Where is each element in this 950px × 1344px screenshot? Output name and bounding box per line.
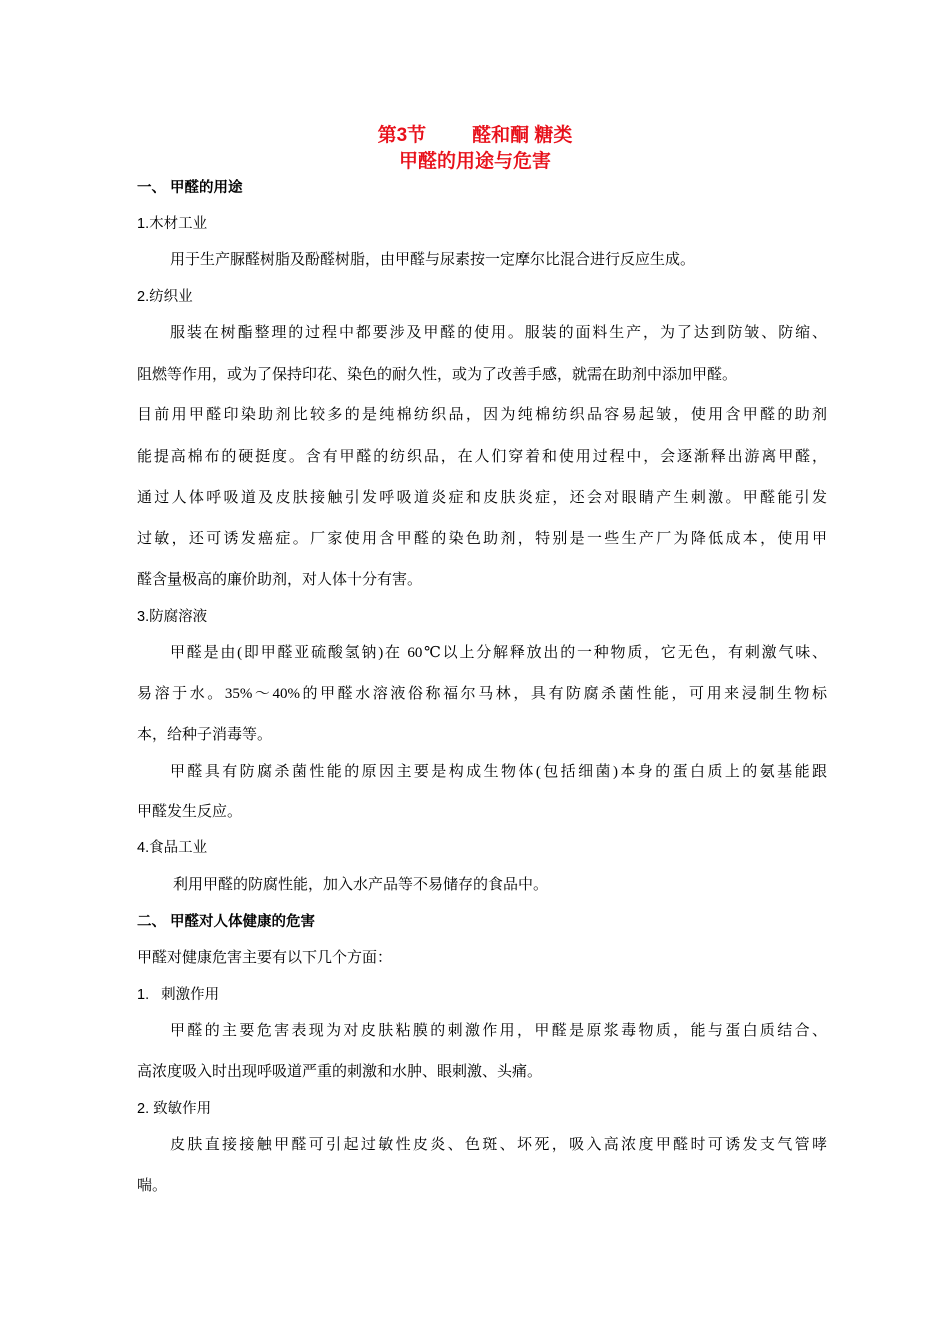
paragraph-line: 易溶于水。35%～40%的甲醛水溶液俗称福尔马林，具有防腐杀菌性能，可用来浸制生物标: [137, 686, 827, 702]
paragraph-line: 甲醛具有防腐杀菌性能的原因主要是构成生物体(包括细菌)本身的蛋白质上的氨基能跟: [170, 764, 827, 780]
paragraph-line: 甲醛是由(即甲醛亚硫酸氢钠)在 60℃以上分解释放出的一种物质，它无色，有刺激气味、: [170, 645, 827, 661]
subsection-heading: 2.纺织业: [137, 289, 193, 305]
paragraph-line: 喘。: [137, 1178, 168, 1194]
paragraph-line: 目前用甲醛印染助剂比较多的是纯棉纺织品，因为纯棉纺织品容易起皱，使用含甲醛的助剂: [137, 407, 827, 423]
paragraph-line: 利用甲醛的防腐性能，加入水产品等不易储存的食品中。: [173, 877, 549, 893]
paragraph-line: 通过人体呼吸道及皮肤接触引发呼吸道炎症和皮肤炎症，还会对眼睛产生刺激。甲醛能引发: [137, 490, 827, 506]
chapter-number: 第3节: [377, 125, 427, 146]
section-heading: 二、 甲醛对人体健康的危害: [137, 914, 316, 930]
paragraph-line: 服装在树酯整理的过程中都要涉及甲醛的使用。服装的面料生产，为了达到防皱、防缩、: [170, 325, 827, 341]
paragraph-line: 阻燃等作用，或为了保持印花、染色的耐久性，或为了改善手感，就需在助剂中添加甲醛。: [137, 367, 738, 383]
paragraph-line: 本，给种子消毒等。: [137, 727, 273, 743]
paragraph-line: 能提高棉布的硬挺度。含有甲醛的纺织品，在人们穿着和使用过程中，会逐渐释出游离甲醛，: [137, 449, 827, 465]
chapter-title: [0, 124, 950, 148]
subsection-heading: 1. 刺激作用: [137, 987, 220, 1003]
paragraph-line: 甲醛发生反应。: [137, 804, 243, 820]
subsection-heading: 1.木材工业: [137, 216, 208, 232]
paragraph-line: 甲醛的主要危害表现为对皮肤粘膜的刺激作用，甲醛是原浆毒物质，能与蛋白质结合、: [170, 1023, 827, 1039]
subsection-heading: 2. 致敏作用: [137, 1101, 212, 1117]
paragraph-line: 用于生产脲醛树脂及酚醛树脂，由甲醛与尿素按一定摩尔比混合进行反应生成。: [170, 252, 696, 268]
document-subtitle: 甲醛的用途与危害: [398, 151, 551, 172]
paragraph-line: 甲醛对健康危害主要有以下几个方面：: [137, 950, 393, 966]
paragraph-line: 醛含量极高的廉价助剂，对人体十分有害。: [137, 572, 423, 588]
paragraph-line: 高浓度吸入时出现呼吸道严重的刺激和水肿、眼刺激、头痛。: [137, 1064, 543, 1080]
paragraph-line: 皮肤直接接触甲醛可引起过敏性皮炎、色斑、坏死，吸入高浓度甲醛时可诱发支气管哮: [170, 1137, 827, 1153]
subsection-heading: 3.防腐溶液: [137, 609, 208, 625]
paragraph-line: 过敏，还可诱发癌症。厂家使用含甲醛的染色助剂，特别是一些生产厂为降低成本，使用甲: [137, 531, 827, 547]
chapter-topic: 醛和酮 糖类: [472, 125, 573, 146]
subsection-heading: 4.食品工业: [137, 840, 208, 856]
section-heading: 一、 甲醛的用途: [137, 180, 243, 196]
